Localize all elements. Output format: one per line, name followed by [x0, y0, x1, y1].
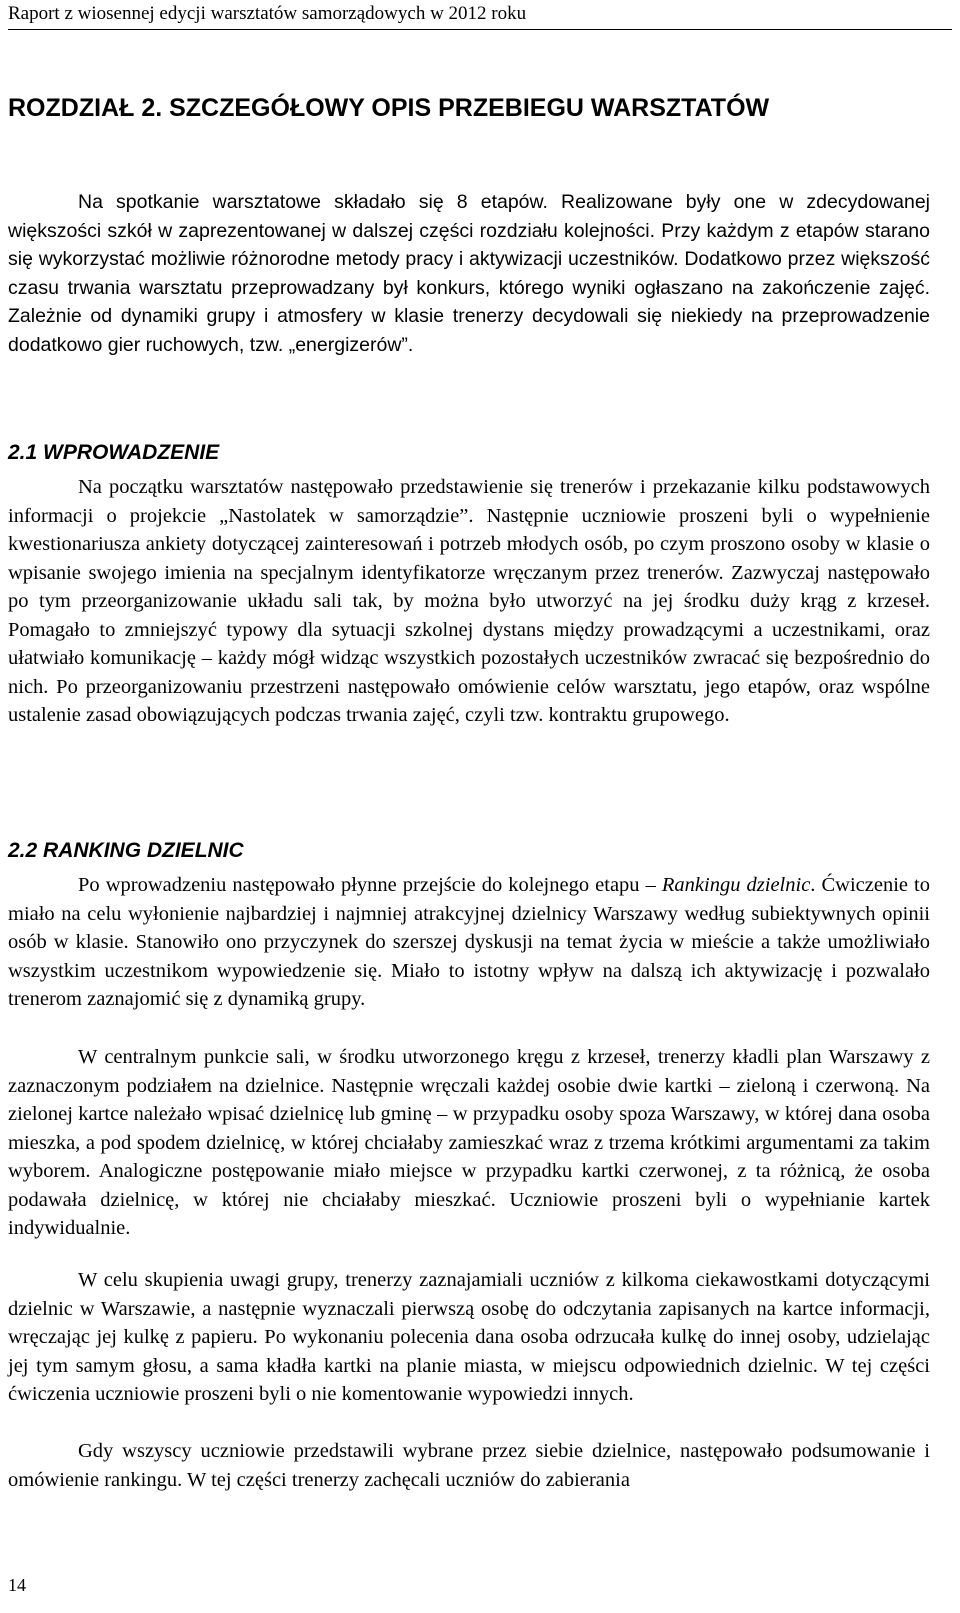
section-title-ranking-dzielnic: 2.2 RANKING DZIELNIC — [8, 839, 244, 862]
ranking-paragraph-2: W centralnym punkcie sali, w środku utworzonego kręgu z krzeseł, trenerzy kładli plan Warszawy z zaznaczonym podziałem na dzielnice. Następnie wręczali każdej osobie dwie kartki – zieloną i czerwoną. Na zielonej kartce należało wpisać dzielnicę lub gminę – w przypadku osoby spoza Warszawy, w której dana osoba mieszka, a pod spodem dzielnicę, w której chciałaby zamieszkać wraz z trzema krótkimi argumentami za takim wyborem. Analogiczne postępowanie miało miejsce w przypadku kartki czerwonej, z ta różnicą, że osoba podawała dzielnicę, w której nie chciałaby mieszkać. Uczniowie proszeni byli o wypełnianie kartek indywidualnie. — [8, 1046, 930, 1239]
chapter-title: ROZDZIAŁ 2. SZCZEGÓŁOWY OPIS PRZEBIEGU WARSZTATÓW — [8, 94, 770, 122]
wprowadzenie-paragraph: Na początku warsztatów następowało przedstawienie się trenerów i przekazanie kilku podstawowych informacji o projekcie „Nastolatek w samorządzie”. Następnie uczniowie proszeni byli o wypełnienie kwestionariusza ankiety dotyczącej zainteresowań i potrzeb młodych osób, po czym proszono osoby w klasie o wpisanie swojego imienia na specjalnym identyfikatorze wręczanym przez trenerów. Zazwyczaj następowało po tym przeorganizowanie układu sali tak, by można było utworzyć na jej środku duży krąg z krzeseł. Pomagało to zmniejszyć typowy dla sytuacji szkolnej dystans między prowadzącymi a uczestnikami, oraz ułatwiało komunikację – każdy mógł widząc wszystkich pozostałych uczestników zwracać się bezpośrednio do nich. Po przeorganizowaniu przestrzeni następowało omówienie celów warsztatu, jego etapów, oraz wspólne ustalenie zasad obowiązujących podczas trwania zajęć, czyli tzw. kontraktu grupowego. — [8, 476, 930, 726]
ranking-p1-text-after: . Ćwiczenie to miało na celu wyłonienie najbardziej i najmniej atrakcyjnej dzielnicy Warszawy według subiektywnych opinii osób w klasie. Stanowiło ono przyczynek do szerszej dyskusji na temat życia w mieście a także umożliwiało wszystkim uczestnikom wypowiedzenie się. Miało to istotny wpływ na dalszą ich aktywizację i pozwalało trenerom zaznajomić się z dynamiką grupy. — [8, 874, 930, 1010]
ranking-p1-emphasis: Rankingu dzielnic — [661, 874, 811, 896]
ranking-p1-text-before: Po wprowadzeniu następowało płynne przejście do kolejnego etapu – — [78, 874, 662, 896]
running-header: Raport z wiosennej edycji warsztatów samorządowych w 2012 roku — [8, 0, 952, 30]
ranking-paragraph-4: Gdy wszyscy uczniowie przedstawili wybrane przez siebie dzielnice, następowało podsumowanie i omówienie rankingu. W tej części trenerzy zachęcali uczniów do zabierania — [8, 1440, 930, 1491]
ranking-paragraph-1 — [8, 871, 930, 1014]
ranking-paragraph-3: W celu skupienia uwagi grupy, trenerzy zaznajamiali uczniów z kilkoma ciekawostkami dotyczącymi dzielnic w Warszawie, a następnie wyznaczali pierwszą osobę do odczytania zapisanych na kartce informacji, wręczając jej kulkę z papieru. Po wykonaniu polecenia dana osoba odrzucała kulkę do innej osoby, udzielając jej tym samym głosu, a sama kładła kartki na planie miasta, w miejscu odpowiednich dzielnic. W tej części ćwiczenia uczniowie proszeni byli o nie komentowanie wypowiedzi innych. — [8, 1269, 930, 1405]
page-number: 14 — [8, 1575, 26, 1595]
section-title-wprowadzenie: 2.1 WPROWADZENIE — [8, 441, 220, 464]
chapter-intro-paragraph: Na spotkanie warsztatowe składało się 8 etapów. Realizowane były one w zdecydowanej większości szkół w zaprezentowanej w dalszej części rozdziału kolejności. Przy każdym z etapów starano się wykorzystać możliwie różnorodne metody pracy i aktywizacji uczestników. Dodatkowo przez większość czasu trwania warsztatu przeprowadzany był konkurs, którego wyniki ogłaszano na zakończenie zajęć. Zależnie od dynamiki grupy i atmosfery w klasie trenerzy decydowali się niekiedy na przeprowadzenie dodatkowo gier ruchowych, tzw. „energizerów”. — [8, 191, 930, 356]
